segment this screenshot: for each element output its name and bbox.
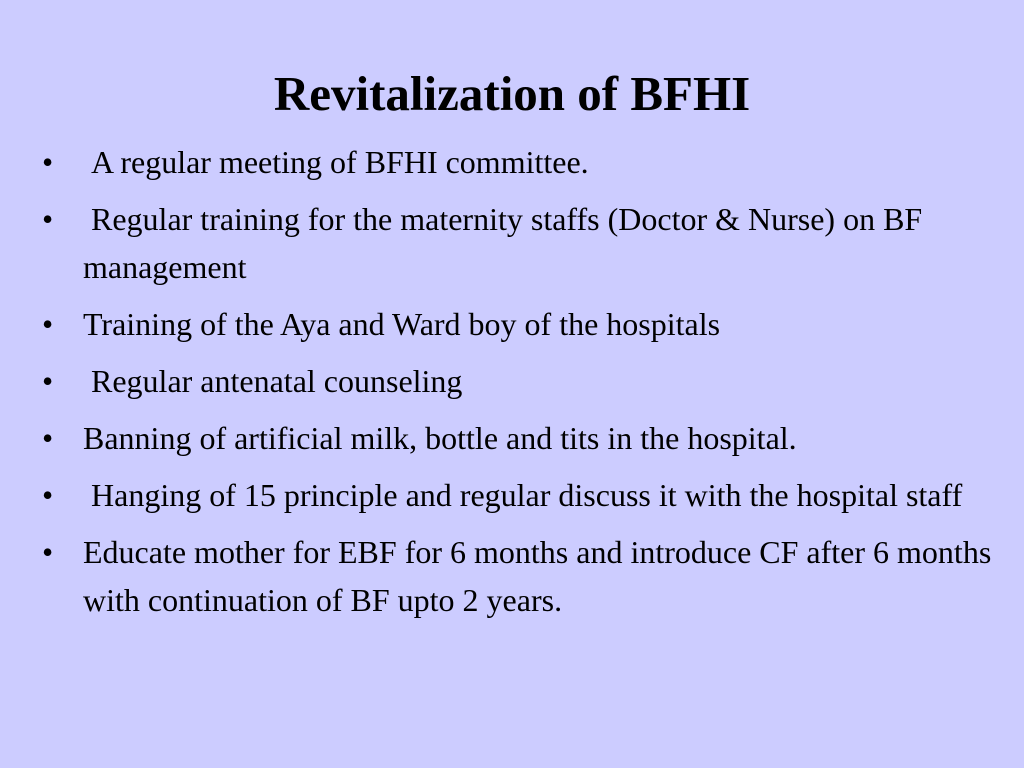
bullet-text: Hanging of 15 principle and regular discuss it with the hospital staff [83,477,963,513]
bullet-text: Regular training for the maternity staffs (Doctor & Nurse) on BF management [83,201,931,285]
bullet-item [42,357,992,405]
bullet-item [42,414,992,462]
bullet-text: Regular antenatal counseling [83,363,463,399]
bullet-icon: • [42,201,54,237]
bullet-icon: • [42,420,54,456]
bullet-text: Banning of artificial milk, bottle and tits in the hospital. [83,420,797,456]
slide-title: Revitalization of BFHI [273,66,751,121]
bullet-list [42,138,1000,633]
bullet-icon: • [42,144,54,180]
bullet-item [42,471,992,519]
bullet-text: A regular meeting of BFHI committee. [83,144,589,180]
bullet-icon: • [42,477,54,513]
bullet-icon: • [42,306,54,342]
bullet-text: Training of the Aya and Ward boy of the hospitals [83,306,721,342]
bullet-icon: • [42,363,54,399]
bullet-item [42,528,1000,624]
bullet-icon: • [42,534,54,570]
bullet-item [42,195,992,291]
bullet-text: Educate mother for EBF for 6 months and introduce CF after 6 months with continuation of BF upto 2 years. [83,534,1000,618]
bullet-item [42,300,992,348]
bullet-item [42,138,992,186]
